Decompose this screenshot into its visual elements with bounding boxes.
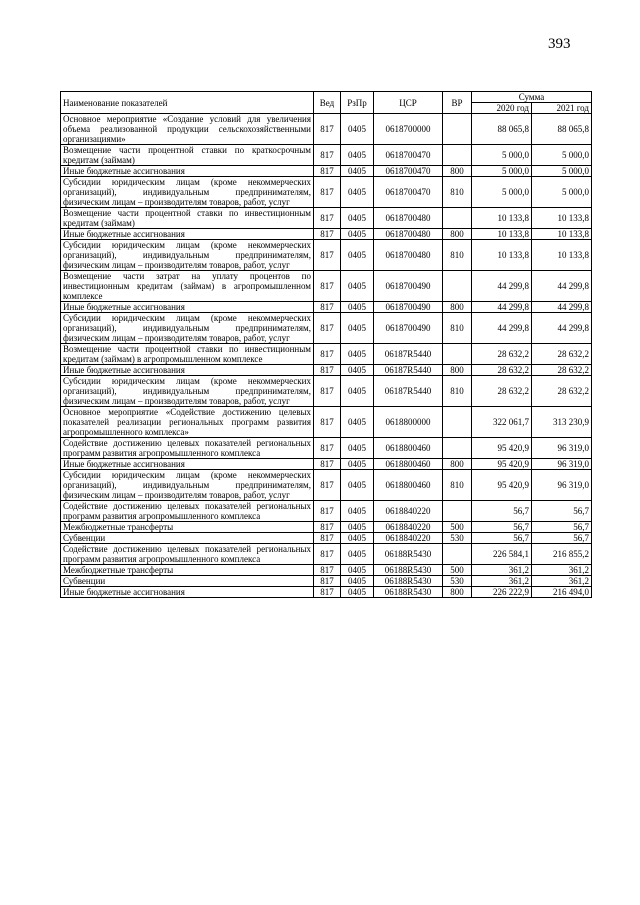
table-row xyxy=(61,470,592,501)
cell-rzpr: 0405 xyxy=(341,587,374,598)
cell-rzpr: 0405 xyxy=(341,229,374,240)
cell-name: Субсидии юридическим лицам (кроме некоммерческих организаций), индивидуальным предпринимателям, физическим лицам – производителям товаров, работ, услуг xyxy=(61,240,314,271)
cell-csr: 0618800460 xyxy=(374,438,443,459)
cell-2021: 28 632,2 xyxy=(532,376,592,407)
cell-name: Возмещение части процентной ставки по краткосрочным кредитам (займам) xyxy=(61,145,314,166)
table-row xyxy=(61,376,592,407)
cell-2020: 56,7 xyxy=(472,533,532,544)
header-year-2020: 2020 год xyxy=(472,103,532,114)
cell-2021: 28 632,2 xyxy=(532,365,592,376)
cell-vr: 800 xyxy=(443,166,472,177)
table-body xyxy=(61,114,592,598)
cell-2021: 361,2 xyxy=(532,576,592,587)
cell-vr xyxy=(443,544,472,565)
cell-csr: 0618700490 xyxy=(374,271,443,302)
page-number: 393 xyxy=(548,36,571,52)
cell-ved: 817 xyxy=(314,229,341,240)
cell-vr: 810 xyxy=(443,470,472,501)
cell-vr xyxy=(443,438,472,459)
cell-vr: 800 xyxy=(443,365,472,376)
cell-csr: 0618700480 xyxy=(374,229,443,240)
cell-rzpr: 0405 xyxy=(341,344,374,365)
cell-2021: 96 319,0 xyxy=(532,470,592,501)
budget-table xyxy=(60,91,592,598)
table-row xyxy=(61,544,592,565)
cell-rzpr: 0405 xyxy=(341,145,374,166)
cell-name: Иные бюджетные ассигнования xyxy=(61,459,314,470)
cell-vr: 500 xyxy=(443,565,472,576)
cell-csr: 06188R5430 xyxy=(374,565,443,576)
cell-2021: 88 065,8 xyxy=(532,114,592,145)
table-row xyxy=(61,166,592,177)
cell-ved: 817 xyxy=(314,587,341,598)
table-row xyxy=(61,313,592,344)
cell-vr: 810 xyxy=(443,313,472,344)
cell-vr: 810 xyxy=(443,376,472,407)
cell-2020: 322 061,7 xyxy=(472,407,532,438)
cell-csr: 06188R5430 xyxy=(374,587,443,598)
cell-vr: 530 xyxy=(443,576,472,587)
cell-csr: 06187R5440 xyxy=(374,365,443,376)
table-row xyxy=(61,438,592,459)
cell-name: Субвенции xyxy=(61,533,314,544)
cell-2021: 5 000,0 xyxy=(532,177,592,208)
cell-2020: 28 632,2 xyxy=(472,376,532,407)
cell-2020: 226 584,1 xyxy=(472,544,532,565)
cell-ved: 817 xyxy=(314,438,341,459)
cell-csr: 0618800460 xyxy=(374,459,443,470)
cell-name: Межбюджетные трансферты xyxy=(61,522,314,533)
cell-2020: 95 420,9 xyxy=(472,470,532,501)
cell-2020: 44 299,8 xyxy=(472,313,532,344)
cell-2020: 28 632,2 xyxy=(472,344,532,365)
table-row xyxy=(61,565,592,576)
cell-name: Иные бюджетные ассигнования xyxy=(61,302,314,313)
table-row xyxy=(61,587,592,598)
cell-2021: 216 855,2 xyxy=(532,544,592,565)
table-row xyxy=(61,145,592,166)
cell-rzpr: 0405 xyxy=(341,177,374,208)
cell-ved: 817 xyxy=(314,240,341,271)
cell-2021: 44 299,8 xyxy=(532,271,592,302)
cell-name: Возмещение части затрат на уплату процентов по инвестиционным кредитам (займам) в агропромышленном комплексе xyxy=(61,271,314,302)
cell-csr: 0618700470 xyxy=(374,177,443,208)
cell-csr: 06188R5430 xyxy=(374,576,443,587)
header-year-2021: 2021 год xyxy=(532,103,592,114)
cell-rzpr: 0405 xyxy=(341,407,374,438)
cell-vr xyxy=(443,501,472,522)
cell-name: Содействие достижению целевых показателей региональных программ развития агропромышленного комплекса xyxy=(61,501,314,522)
cell-csr: 06187R5440 xyxy=(374,344,443,365)
table-row xyxy=(61,229,592,240)
cell-ved: 817 xyxy=(314,544,341,565)
cell-2021: 96 319,0 xyxy=(532,459,592,470)
cell-name: Иные бюджетные ассигнования xyxy=(61,166,314,177)
cell-vr xyxy=(443,114,472,145)
header-name: Наименование показателей xyxy=(61,92,314,114)
cell-vr xyxy=(443,407,472,438)
header-vr: ВР xyxy=(443,92,472,114)
cell-2020: 10 133,8 xyxy=(472,208,532,229)
cell-rzpr: 0405 xyxy=(341,533,374,544)
cell-ved: 817 xyxy=(314,313,341,344)
cell-name: Основное мероприятие «Содействие достижению целевых показателей реализации региональных программ развития агропромышленного комплекса» xyxy=(61,407,314,438)
cell-rzpr: 0405 xyxy=(341,240,374,271)
table-row xyxy=(61,576,592,587)
cell-csr: 0618700480 xyxy=(374,240,443,271)
cell-rzpr: 0405 xyxy=(341,438,374,459)
cell-2021: 44 299,8 xyxy=(532,302,592,313)
cell-2021: 56,7 xyxy=(532,533,592,544)
cell-ved: 817 xyxy=(314,302,341,313)
cell-rzpr: 0405 xyxy=(341,376,374,407)
cell-2020: 95 420,9 xyxy=(472,459,532,470)
cell-vr: 500 xyxy=(443,522,472,533)
header-csr: ЦСР xyxy=(374,92,443,114)
cell-name: Субсидии юридическим лицам (кроме некоммерческих организаций), индивидуальным предпринимателям, физическим лицам – производителям товаров, работ, услуг xyxy=(61,376,314,407)
cell-csr: 0618840220 xyxy=(374,533,443,544)
table-row xyxy=(61,344,592,365)
cell-name: Содействие достижению целевых показателей региональных программ развития агропромышленного комплекса xyxy=(61,438,314,459)
cell-name: Иные бюджетные ассигнования xyxy=(61,229,314,240)
cell-2020: 361,2 xyxy=(472,565,532,576)
cell-2020: 5 000,0 xyxy=(472,145,532,166)
header-rzpr: РзПр xyxy=(341,92,374,114)
cell-vr xyxy=(443,344,472,365)
table-row xyxy=(61,114,592,145)
table-row xyxy=(61,177,592,208)
cell-ved: 817 xyxy=(314,365,341,376)
cell-ved: 817 xyxy=(314,208,341,229)
cell-name: Иные бюджетные ассигнования xyxy=(61,365,314,376)
cell-rzpr: 0405 xyxy=(341,459,374,470)
cell-2020: 56,7 xyxy=(472,522,532,533)
table-row xyxy=(61,501,592,522)
cell-csr: 0618800000 xyxy=(374,407,443,438)
cell-csr: 0618800460 xyxy=(374,470,443,501)
cell-vr xyxy=(443,208,472,229)
cell-rzpr: 0405 xyxy=(341,501,374,522)
cell-2021: 44 299,8 xyxy=(532,313,592,344)
cell-2020: 44 299,8 xyxy=(472,271,532,302)
cell-csr: 0618700470 xyxy=(374,166,443,177)
cell-rzpr: 0405 xyxy=(341,522,374,533)
cell-csr: 06188R5430 xyxy=(374,544,443,565)
cell-ved: 817 xyxy=(314,114,341,145)
cell-rzpr: 0405 xyxy=(341,302,374,313)
cell-ved: 817 xyxy=(314,565,341,576)
cell-2021: 10 133,8 xyxy=(532,240,592,271)
cell-2021: 216 494,0 xyxy=(532,587,592,598)
cell-ved: 817 xyxy=(314,344,341,365)
cell-2021: 313 230,9 xyxy=(532,407,592,438)
table-row xyxy=(61,365,592,376)
cell-2021: 10 133,8 xyxy=(532,229,592,240)
cell-2021: 28 632,2 xyxy=(532,344,592,365)
cell-vr xyxy=(443,271,472,302)
cell-ved: 817 xyxy=(314,470,341,501)
cell-ved: 817 xyxy=(314,271,341,302)
cell-vr: 810 xyxy=(443,240,472,271)
cell-vr: 800 xyxy=(443,302,472,313)
cell-rzpr: 0405 xyxy=(341,271,374,302)
cell-2020: 5 000,0 xyxy=(472,166,532,177)
cell-rzpr: 0405 xyxy=(341,565,374,576)
header-ved: Вед xyxy=(314,92,341,114)
cell-name: Субсидии юридическим лицам (кроме некоммерческих организаций), индивидуальным предпринимателям, физическим лицам – производителям товаров, работ, услуг xyxy=(61,470,314,501)
cell-ved: 817 xyxy=(314,576,341,587)
cell-csr: 0618700480 xyxy=(374,208,443,229)
table-row xyxy=(61,302,592,313)
cell-csr: 0618700470 xyxy=(374,145,443,166)
cell-vr: 800 xyxy=(443,229,472,240)
cell-2021: 5 000,0 xyxy=(532,145,592,166)
cell-ved: 817 xyxy=(314,522,341,533)
cell-rzpr: 0405 xyxy=(341,313,374,344)
cell-csr: 0618700000 xyxy=(374,114,443,145)
header-sum: Сумма xyxy=(472,92,592,103)
cell-ved: 817 xyxy=(314,177,341,208)
cell-name: Межбюджетные трансферты xyxy=(61,565,314,576)
cell-csr: 0618700490 xyxy=(374,302,443,313)
table-header xyxy=(61,92,592,114)
cell-rzpr: 0405 xyxy=(341,114,374,145)
table-row xyxy=(61,459,592,470)
cell-2020: 28 632,2 xyxy=(472,365,532,376)
cell-ved: 817 xyxy=(314,376,341,407)
cell-2021: 56,7 xyxy=(532,501,592,522)
cell-name: Субвенции xyxy=(61,576,314,587)
cell-name: Возмещение части процентной ставки по инвестиционным кредитам (займам) в агропромышленном комплексе xyxy=(61,344,314,365)
cell-csr: 06187R5440 xyxy=(374,376,443,407)
cell-name: Основное мероприятие «Создание условий для увеличения объема реализованной продукции сельскохозяйственными организациями» xyxy=(61,114,314,145)
cell-2020: 10 133,8 xyxy=(472,229,532,240)
cell-2020: 88 065,8 xyxy=(472,114,532,145)
cell-ved: 817 xyxy=(314,145,341,166)
cell-2021: 361,2 xyxy=(532,565,592,576)
cell-ved: 817 xyxy=(314,166,341,177)
cell-rzpr: 0405 xyxy=(341,365,374,376)
cell-vr: 800 xyxy=(443,459,472,470)
cell-rzpr: 0405 xyxy=(341,208,374,229)
cell-ved: 817 xyxy=(314,459,341,470)
cell-ved: 817 xyxy=(314,501,341,522)
cell-name: Иные бюджетные ассигнования xyxy=(61,587,314,598)
cell-rzpr: 0405 xyxy=(341,544,374,565)
cell-name: Содействие достижению целевых показателей региональных программ развития агропромышленного комплекса xyxy=(61,544,314,565)
cell-2020: 5 000,0 xyxy=(472,177,532,208)
cell-name: Возмещение части процентной ставки по инвестиционным кредитам (займам) xyxy=(61,208,314,229)
cell-vr: 530 xyxy=(443,533,472,544)
cell-2021: 96 319,0 xyxy=(532,438,592,459)
table-row xyxy=(61,407,592,438)
cell-ved: 817 xyxy=(314,533,341,544)
table-row xyxy=(61,533,592,544)
table-row xyxy=(61,522,592,533)
cell-2020: 226 222,9 xyxy=(472,587,532,598)
cell-name: Субсидии юридическим лицам (кроме некоммерческих организаций), индивидуальным предпринимателям, физическим лицам – производителям товаров, работ, услуг xyxy=(61,177,314,208)
cell-2021: 10 133,8 xyxy=(532,208,592,229)
cell-ved: 817 xyxy=(314,407,341,438)
cell-csr: 0618840220 xyxy=(374,501,443,522)
cell-2020: 361,2 xyxy=(472,576,532,587)
cell-csr: 0618840220 xyxy=(374,522,443,533)
cell-name: Субсидии юридическим лицам (кроме некоммерческих организаций), индивидуальным предпринимателям, физическим лицам – производителям товаров, работ, услуг xyxy=(61,313,314,344)
table-row xyxy=(61,208,592,229)
cell-2020: 95 420,9 xyxy=(472,438,532,459)
cell-2020: 56,7 xyxy=(472,501,532,522)
cell-rzpr: 0405 xyxy=(341,166,374,177)
cell-vr: 800 xyxy=(443,587,472,598)
cell-2021: 56,7 xyxy=(532,522,592,533)
cell-2020: 44 299,8 xyxy=(472,302,532,313)
cell-csr: 0618700490 xyxy=(374,313,443,344)
cell-2021: 5 000,0 xyxy=(532,166,592,177)
cell-2020: 10 133,8 xyxy=(472,240,532,271)
cell-vr xyxy=(443,145,472,166)
table-row xyxy=(61,271,592,302)
cell-rzpr: 0405 xyxy=(341,470,374,501)
cell-vr: 810 xyxy=(443,177,472,208)
cell-rzpr: 0405 xyxy=(341,576,374,587)
table-row xyxy=(61,240,592,271)
